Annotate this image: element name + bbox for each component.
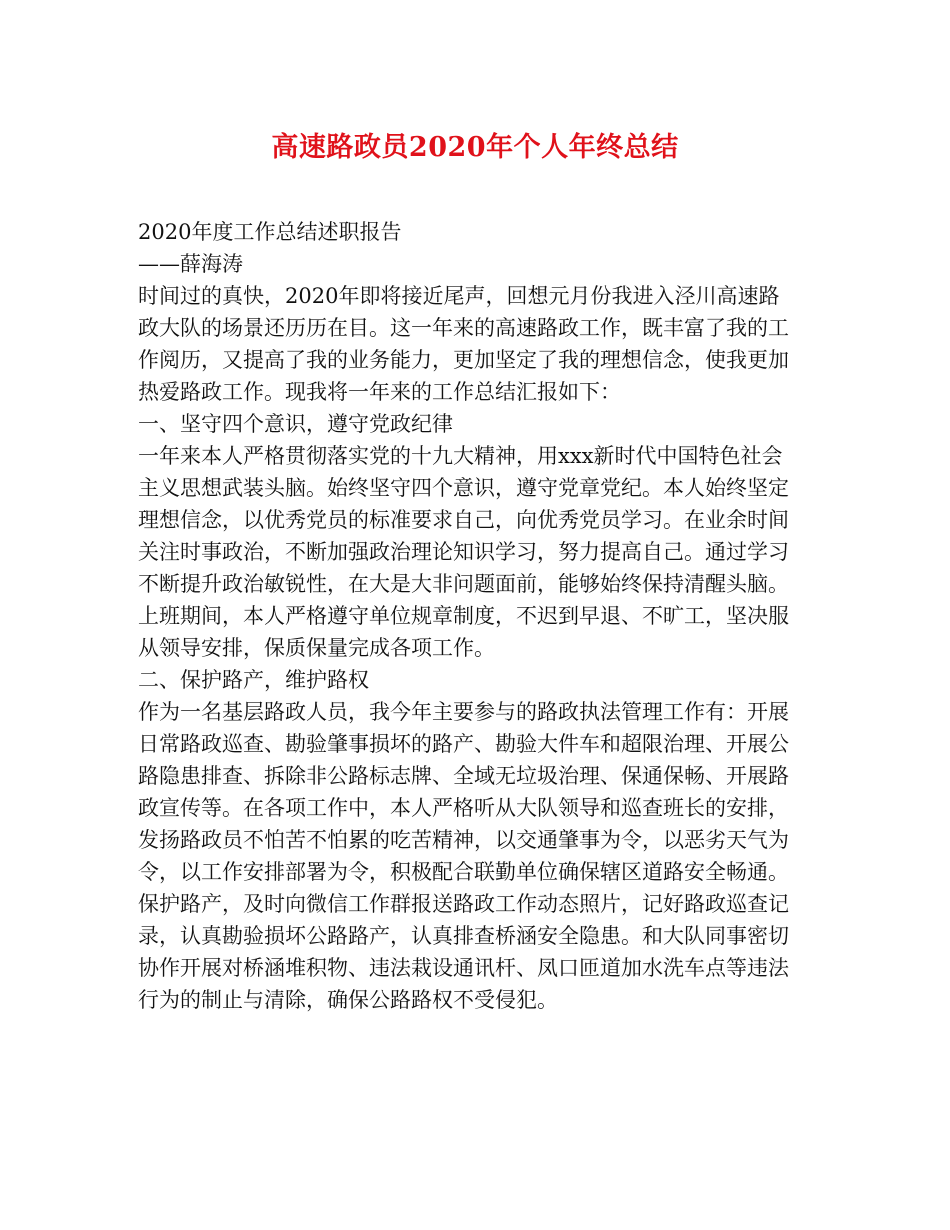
text-line: 主义思想武装头脑。始终坚守四个意识，遵守党章党纪。本人始终坚定 bbox=[138, 476, 789, 500]
text-line: 一年来本人严格贯彻落实党的十九大精神，用xxx新时代中国特色社会 bbox=[138, 444, 783, 468]
text-line: ——薛海涛 bbox=[138, 252, 243, 276]
document-body bbox=[138, 216, 814, 1016]
text-line: 录，认真勘验损坏公路路产，认真排查桥涵安全隐患。和大队同事密切 bbox=[138, 924, 789, 948]
text-line: 不断提升政治敏锐性，在大是大非问题面前，能够始终保持清醒头脑。 bbox=[138, 572, 789, 596]
text-line: 上班期间，本人严格遵守单位规章制度，不迟到早退、不旷工，坚决服 bbox=[138, 604, 789, 628]
text-line: 日常路政巡查、勘验肇事损坏的路产、勘验大件车和超限治理、开展公 bbox=[138, 732, 789, 756]
text-line: 2020年度工作总结述职报告 bbox=[138, 220, 402, 244]
document-title: 高速路政员2020年个人年终总结 bbox=[271, 132, 679, 163]
text-line: 作为一名基层路政人员，我今年主要参与的路政执法管理工作有：开展 bbox=[138, 700, 789, 724]
text-line: 从领导安排，保质保量完成各项工作。 bbox=[138, 636, 495, 660]
text-line: 路隐患排查、拆除非公路标志牌、全域无垃圾治理、保通保畅、开展路 bbox=[138, 764, 789, 788]
text-line: 理想信念，以优秀党员的标准要求自己，向优秀党员学习。在业余时间 bbox=[138, 508, 789, 532]
text-line: 令，以工作安排部署为令，积极配合联勤单位确保辖区道路安全畅通。 bbox=[138, 860, 789, 884]
text-line: 发扬路政员不怕苦不怕累的吃苦精神，以交通肇事为令，以恶劣天气为 bbox=[138, 828, 789, 852]
text-line: 热爱路政工作。现我将一年来的工作总结汇报如下： bbox=[138, 380, 621, 404]
text-line: 关注时事政治，不断加强政治理论知识学习，努力提高自己。通过学习 bbox=[138, 540, 789, 564]
text-line: 作阅历，又提高了我的业务能力，更加坚定了我的理想信念，使我更加 bbox=[138, 348, 789, 372]
text-line: 保护路产，及时向微信工作群报送路政工作动态照片，记好路政巡查记 bbox=[138, 892, 789, 916]
text-line: 行为的制止与清除，确保公路路权不受侵犯。 bbox=[138, 988, 558, 1012]
text-line: 政宣传等。在各项工作中，本人严格听从大队领导和巡查班长的安排， bbox=[138, 796, 789, 820]
text-line: 二、保护路产，维护路权 bbox=[138, 668, 369, 692]
text-line: 时间过的真快，2020年即将接近尾声，回想元月份我进入泾川高速路 bbox=[138, 284, 780, 308]
text-line: 政大队的场景还历历在目。这一年来的高速路政工作，既丰富了我的工 bbox=[138, 316, 789, 340]
text-line: 协作开展对桥涵堆积物、违法栽设通讯杆、凤口匝道加水洗车点等违法 bbox=[138, 956, 789, 980]
text-line: 一、坚守四个意识，遵守党政纪律 bbox=[138, 412, 453, 436]
